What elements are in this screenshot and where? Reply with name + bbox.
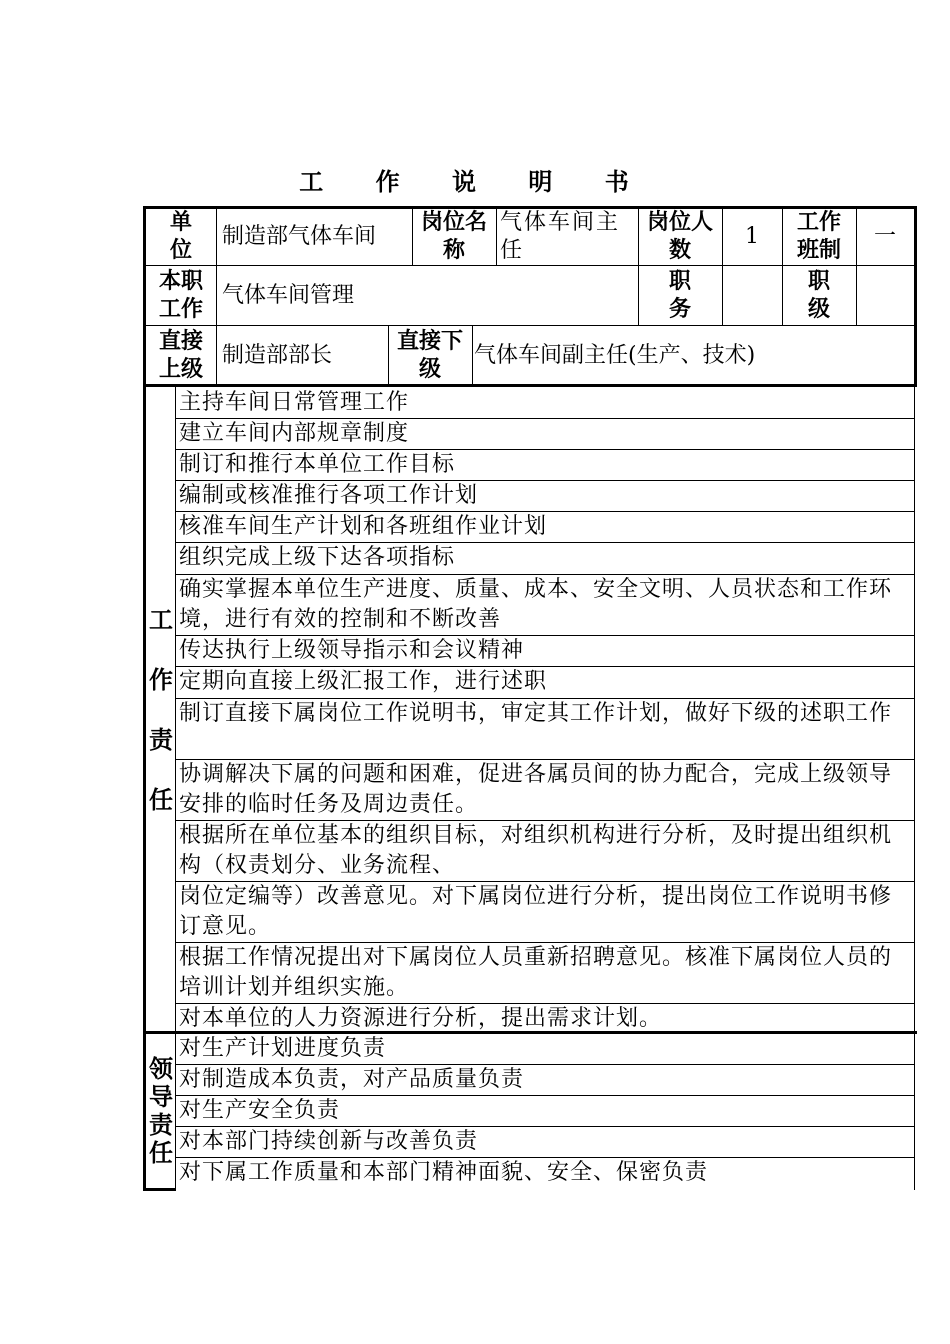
col-divider (782, 208, 783, 326)
row-divider (176, 449, 914, 450)
row-divider (176, 1003, 914, 1004)
row-divider (176, 1157, 914, 1158)
responsibility-item: 岗位定编等）改善意见。对下属岗位进行分析，提出岗位工作说明书修订意见。 (179, 884, 893, 939)
unit-value: 制造部气体车间 (222, 224, 377, 249)
row-divider (176, 759, 914, 760)
table-border-right-top (914, 206, 917, 386)
job-label: 本职 工作 (158, 269, 203, 322)
row-divider (146, 265, 914, 266)
row-divider (176, 1095, 914, 1096)
document-title: 工 作 说 明 书 (299, 168, 651, 196)
responsibility-item: 组织完成上级下达各项指标 (179, 545, 456, 570)
responsibility-item: 编制或核准推行各项工作计划 (179, 483, 479, 508)
row-divider (176, 1126, 914, 1127)
responsibility-item: 核准车间生产计划和各班组作业计划 (179, 514, 548, 539)
leadership-item: 对生产计划进度负责 (179, 1036, 387, 1061)
leadership-label-bottom (143, 1188, 176, 1191)
leadership-label: 领 导 责 任 (149, 1055, 173, 1167)
table-border-right (914, 386, 915, 1190)
responsibility-item: 建立车间内部规章制度 (179, 421, 410, 446)
col-divider (722, 208, 723, 326)
subordinate-label: 直接下 级 (396, 329, 463, 382)
grade-value (856, 266, 914, 326)
responsibility-item: 根据所在单位基本的组织目标，对组织机构进行分析，及时提出组织机构（权责划分、业务流程、 (179, 823, 893, 878)
grade-label: 职 级 (807, 269, 830, 322)
responsibility-item: 确实掌握本单位生产进度、质量、成本、安全文明、人员状态和工作环境，进行有效的控制和不断改善 (179, 577, 893, 632)
duty-label: 职 务 (668, 269, 691, 322)
post-name-label: 岗位名 称 (420, 210, 487, 263)
responsibilities-label: 工 作 责 任 (149, 606, 173, 814)
row-divider (146, 325, 914, 326)
row-divider (176, 511, 914, 512)
responsibility-item: 定期向直接上级汇报工作，进行述职 (179, 669, 548, 694)
superior-label: 直接 上级 (158, 329, 203, 382)
row-divider (176, 942, 914, 943)
post-count-value: 1 (745, 224, 759, 249)
responsibility-item: 制订和推行本单位工作目标 (179, 452, 456, 477)
superior-value: 制造部部长 (222, 343, 333, 368)
row-divider (176, 574, 914, 575)
leadership-item: 对本部门持续创新与改善负责 (179, 1129, 479, 1154)
row-divider (176, 666, 914, 667)
post-name-value: 气体车间主任 (500, 210, 621, 263)
job-value: 气体车间管理 (222, 283, 355, 308)
leadership-item: 对生产安全负责 (179, 1098, 341, 1123)
col-divider (388, 326, 389, 386)
col-divider (856, 208, 857, 326)
col-divider (175, 386, 176, 1190)
table-border-top (143, 206, 917, 209)
post-count-label: 岗位人 数 (646, 210, 713, 263)
row-divider (176, 698, 914, 699)
row-divider (176, 820, 914, 821)
row-divider (176, 635, 914, 636)
unit-label: 单 位 (169, 210, 192, 263)
col-divider (638, 208, 639, 326)
leadership-item: 对制造成本负责，对产品质量负责 (179, 1067, 525, 1092)
section-separator (143, 1031, 917, 1034)
responsibility-item: 主持车间日常管理工作 (179, 390, 410, 415)
row-divider (176, 418, 914, 419)
header-separator (143, 384, 917, 387)
responsibility-item: 对本单位的人力资源进行分析，提出需求计划。 (179, 1006, 663, 1031)
row-divider (176, 480, 914, 481)
col-divider (496, 208, 497, 266)
subordinate-value: 气体车间副主任(生产、技术) (474, 343, 756, 368)
leadership-item: 对下属工作质量和本部门精神面貌、安全、保密负责 (179, 1160, 709, 1185)
row-divider (176, 542, 914, 543)
row-divider (176, 1064, 914, 1065)
shift-label: 工作 班制 (796, 210, 841, 263)
col-divider (412, 208, 413, 266)
col-divider (216, 208, 217, 386)
row-divider (176, 881, 914, 882)
duty-value (722, 266, 782, 326)
responsibility-item: 传达执行上级领导指示和会议精神 (179, 638, 525, 663)
responsibility-item: 根据工作情况提出对下属岗位人员重新招聘意见。核准下属岗位人员的培训计划并组织实施。 (179, 945, 893, 1000)
col-divider (472, 326, 473, 386)
responsibility-item: 制订直接下属岗位工作说明书，审定其工作计划，做好下级的述职工作 (179, 701, 893, 726)
responsibility-item: 协调解决下属的问题和困难，促进各属员间的协力配合，完成上级领导安排的临时任务及周边责任。 (179, 762, 893, 817)
table-border-left (143, 206, 146, 1191)
shift-value: 一 (873, 224, 896, 249)
